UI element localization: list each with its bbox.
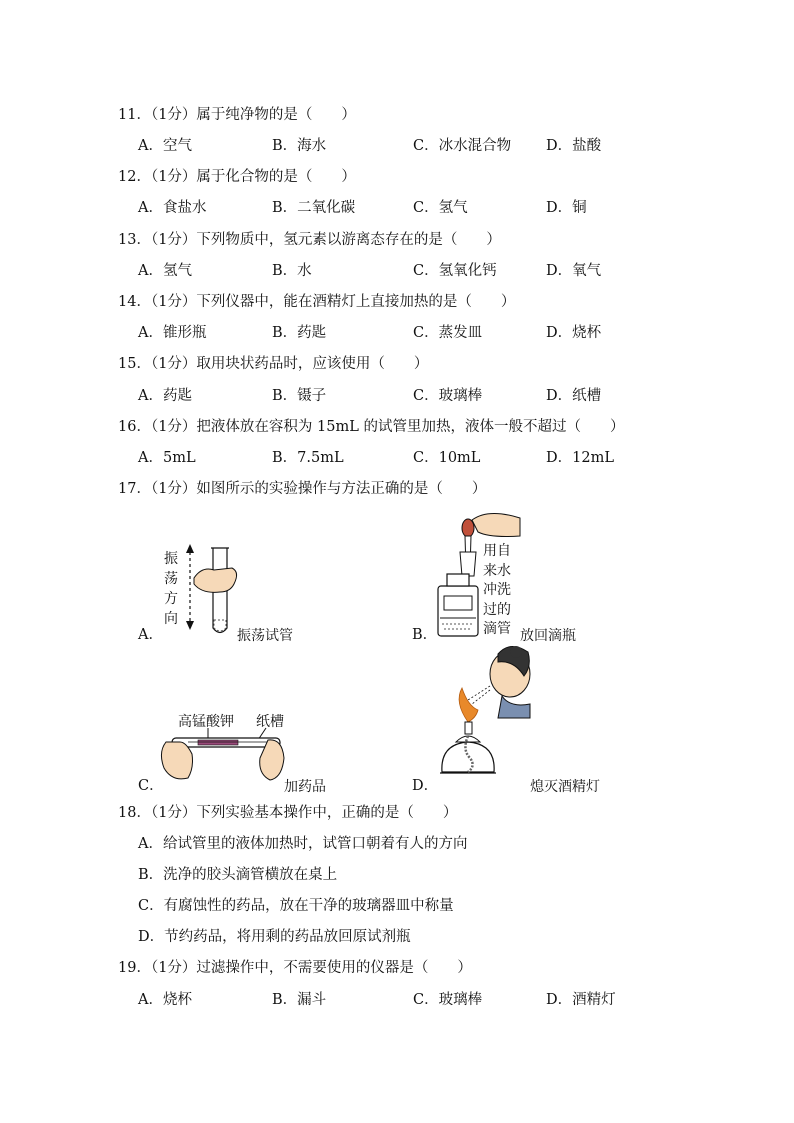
option-a: A．给试管里的液体加热时，试管口朝着有人的方向: [138, 836, 468, 852]
option-b: B．洗净的胶头滴管横放在桌上: [138, 867, 338, 883]
option-b: B．二氧化碳: [272, 200, 356, 216]
option-a: A．锥形瓶: [138, 325, 207, 341]
note-line: 来水: [483, 562, 511, 579]
option-d: D．烧杯: [546, 325, 602, 341]
option-c: C．冰水混合物: [413, 138, 512, 154]
option-a: A．食盐水: [138, 200, 207, 216]
question-stem: 13．（1分）下列物质中，氢元素以游离态存在的是（ ）: [118, 232, 501, 248]
option-d: D．12mL: [546, 450, 614, 466]
option-b: B．漏斗: [272, 992, 327, 1008]
adding-reagent-figure: [158, 728, 288, 788]
option-a: A．: [138, 627, 163, 643]
option-c: C．蒸发皿: [413, 325, 483, 341]
direction-char: 向: [164, 611, 178, 627]
option-c: C．氢氧化钙: [413, 263, 497, 279]
option-b: B．水: [272, 263, 312, 279]
caption-c: 加药品: [284, 779, 326, 795]
direction-char: 荡: [164, 571, 178, 587]
note-line: 冲洗: [483, 582, 511, 598]
option-a: A．5mL: [138, 450, 196, 466]
option-b: B．: [412, 627, 438, 643]
label-paper-trough: 纸槽: [256, 714, 284, 730]
caption-b: 放回滴瓶: [520, 628, 576, 644]
option-d: D．纸槽: [546, 388, 602, 404]
label-potassium-permanganate: 高锰酸钾: [178, 714, 234, 730]
option-d: D．酒精灯: [546, 992, 616, 1008]
note-line: 过的: [483, 601, 511, 618]
note-line: 用自: [483, 543, 511, 559]
option-a: A．空气: [138, 138, 192, 154]
caption-a: 振荡试管: [237, 628, 293, 644]
option-d: D．节约药品，将用剩的药品放回原试剂瓶: [138, 929, 411, 945]
option-b: B．镊子: [272, 388, 327, 404]
question-stem: 11．（1分）属于纯净物的是（ ）: [118, 107, 356, 123]
option-b: B．海水: [272, 138, 327, 154]
question-stem: 19．（1分）过滤操作中，不需要使用的仪器是（ ）: [118, 960, 472, 976]
option-a: A．氢气: [138, 263, 192, 279]
question-stem: 15．（1分）取用块状药品时，应该使用（ ）: [118, 356, 429, 372]
note-line: 滴管: [483, 621, 511, 637]
option-c: C．玻璃棒: [413, 388, 483, 404]
shaking-test-tube-figure: [180, 540, 240, 640]
direction-label: [163, 549, 179, 629]
question-stem: 18．（1分）下列实验基本操作中，正确的是（ ）: [118, 805, 458, 821]
caption-d: 熄灭酒精灯: [530, 779, 600, 795]
option-c: C．10mL: [413, 450, 481, 466]
option-c: C．玻璃棒: [413, 992, 483, 1008]
direction-char: 振: [164, 551, 178, 567]
direction-char: 方: [164, 591, 178, 607]
option-d: D．铜: [546, 200, 587, 216]
question-stem: 14．（1分）下列仪器中，能在酒精灯上直接加热的是（ ）: [118, 294, 516, 310]
question-stem: 16．（1分）把液体放在容积为 15mL 的试管里加热，液体一般不超过（ ）: [118, 419, 625, 435]
alcohol-lamp-figure: [432, 646, 532, 794]
option-c: C．氢气: [413, 200, 468, 216]
dropper-bottle-figure: [430, 508, 530, 643]
option-d: D．: [412, 778, 439, 794]
option-b: B．7.5mL: [272, 450, 344, 466]
option-a: A．烧杯: [138, 992, 192, 1008]
option-b: B．药匙: [272, 325, 327, 341]
option-a: A．药匙: [138, 388, 192, 404]
question-stem: 12．（1分）属于化合物的是（ ）: [118, 169, 356, 185]
option-c: C．: [138, 778, 164, 794]
question-stem: 17．（1分）如图所示的实验操作与方法正确的是（ ）: [118, 481, 487, 497]
option-d: D．盐酸: [546, 138, 602, 154]
option-d: D．氧气: [546, 263, 602, 279]
dropper-note: [483, 542, 511, 640]
option-c: C．有腐蚀性的药品，放在干净的玻璃器皿中称量: [138, 898, 454, 914]
